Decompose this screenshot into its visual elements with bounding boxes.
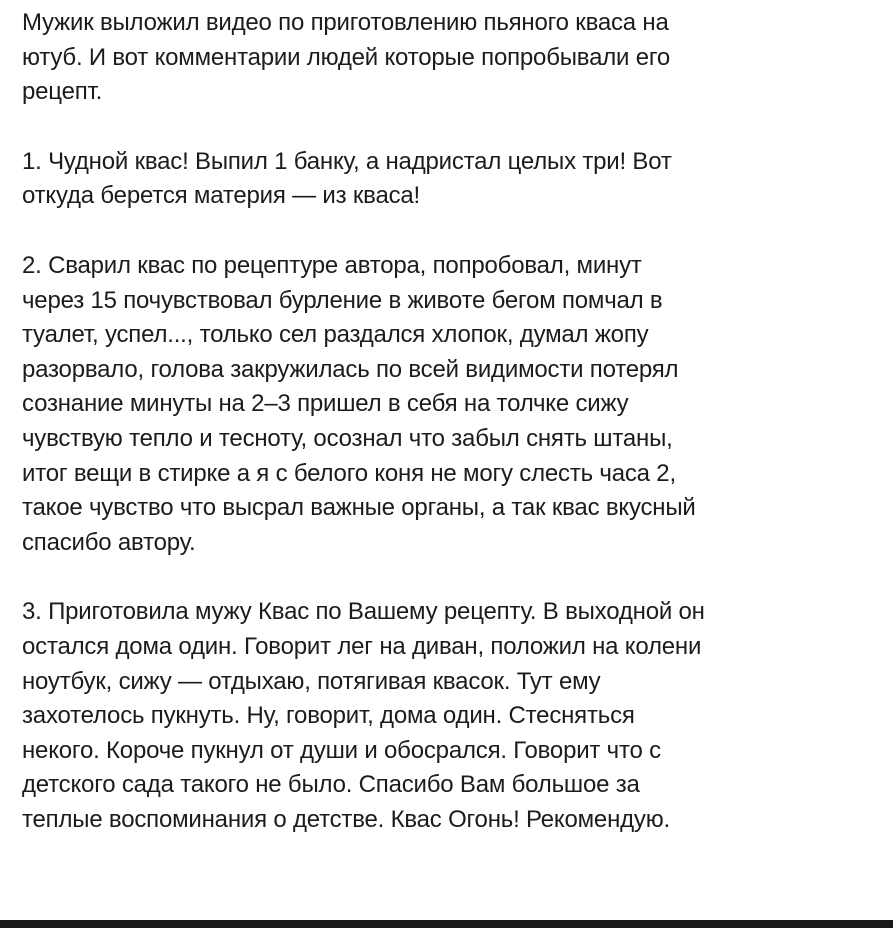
text-line: итог вещи в стирке а я с белого коня не могу слесть часа 2, bbox=[22, 459, 676, 487]
text-line: ютуб. И вот комментарии людей которые попробывали его bbox=[22, 43, 671, 71]
text-line: такое чувство что высрал важные органы, а так квас вкусный bbox=[22, 494, 696, 522]
text-line: теплые воспоминания о детстве. Квас Огонь! Рекомендую. bbox=[22, 805, 670, 833]
text-line: 3. Приготовила мужу Квас по Вашему рецепту. В выходной он bbox=[22, 598, 705, 626]
text-line: рецепт. bbox=[22, 78, 103, 106]
text-line: спасибо автору. bbox=[22, 528, 196, 556]
text-line: чувствую тепло и тесноту, осознал что забыл снять штаны, bbox=[22, 424, 673, 452]
text-line: Мужик выложил видео по приготовлению пьяного кваса на bbox=[22, 9, 669, 36]
bottom-edge-bar bbox=[0, 920, 893, 928]
text-line: откуда берется материя — из кваса! bbox=[22, 182, 421, 210]
comment-1-paragraph bbox=[22, 145, 882, 214]
text-line: через 15 почувствовал бурление в животе бегом помчал в bbox=[22, 286, 663, 314]
text-line: разорвало, голова закружилась по всей видимости потерял bbox=[22, 355, 679, 383]
post-text bbox=[22, 6, 882, 837]
text-line: сознание минуты на 2–3 пришел в себя на толчке сижу bbox=[22, 390, 629, 418]
post-intro-paragraph bbox=[22, 6, 882, 110]
text-line: остался дома один. Говорит лег на диван, положил на колени bbox=[22, 632, 702, 660]
text-line: захотелось пукнуть. Ну, говорит, дома один. Стесняться bbox=[22, 702, 635, 730]
text-line: 1. Чудной квас! Выпил 1 банку, а надристал целых три! Вот bbox=[22, 147, 672, 175]
text-line: туалет, успел..., только сел раздался хлопок, думал жопу bbox=[22, 321, 649, 349]
text-line: некого. Короче пукнул от души и обосрался. Говорит что с bbox=[22, 736, 661, 764]
text-line: ноутбук, сижу — отдыхаю, потягивая квасок. Тут ему bbox=[22, 667, 601, 695]
comment-3-paragraph bbox=[22, 595, 882, 837]
text-line: детского сада такого не было. Спасибо Вам большое за bbox=[22, 771, 640, 799]
comment-2-paragraph bbox=[22, 249, 882, 560]
text-line: 2. Сварил квас по рецептуре автора, попробовал, минут bbox=[22, 251, 642, 279]
